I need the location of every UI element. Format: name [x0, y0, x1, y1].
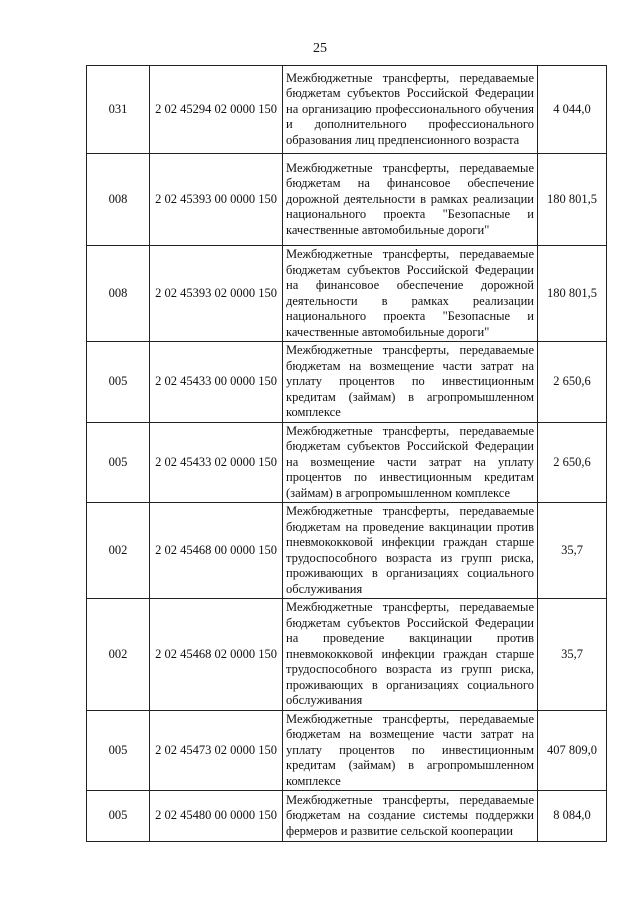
table-row — [87, 422, 607, 503]
description-cell: Межбюджетные трансферты, передаваемые бюджетам субъектов Российской Федерации на организацию профессионального обучения и дополнительного профессионального образования лиц предпенсионного возраста — [283, 66, 538, 154]
admin-code-cell: 008 — [87, 154, 150, 246]
amount-cell: 35,7 — [538, 599, 607, 711]
description-cell: Межбюджетные трансферты, передаваемые бюджетам на возмещение части затрат на уплату процентов по инвестиционным кредитам (займам) в агропромышленном комплексе — [283, 342, 538, 423]
budget-classification-code-cell: 2 02 45433 02 0000 150 — [150, 422, 283, 503]
description-cell: Межбюджетные трансферты, передаваемые бюджетам на создание системы поддержки фермеров и развитие сельской кооперации — [283, 791, 538, 842]
description-cell: Межбюджетные трансферты, передаваемые бюджетам субъектов Российской Федерации на возмещение части затрат на уплату процентов по инвестиционным кредитам (займам) в агропромышленном комплексе — [283, 422, 538, 503]
amount-cell: 2 650,6 — [538, 422, 607, 503]
amount-cell: 2 650,6 — [538, 342, 607, 423]
budget-classification-code-cell: 2 02 45468 02 0000 150 — [150, 599, 283, 711]
admin-code-cell: 002 — [87, 599, 150, 711]
budget-transfers-table — [86, 65, 607, 842]
description-cell: Межбюджетные трансферты, передаваемые бюджетам на проведение вакцинации против пневмококковой инфекции граждан старше трудоспособного возраста из групп риска, проживающих в организациях социального обслуживания — [283, 503, 538, 599]
admin-code-cell: 005 — [87, 422, 150, 503]
admin-code-cell: 005 — [87, 342, 150, 423]
admin-code-cell: 005 — [87, 710, 150, 791]
table-row — [87, 503, 607, 599]
description-cell: Межбюджетные трансферты, передаваемые бюджетам субъектов Российской Федерации на финансовое обеспечение дорожной деятельности в рамках реализации национального проекта "Безопасные и качественные автомобильные дороги" — [283, 246, 538, 342]
description-cell: Межбюджетные трансферты, передаваемые бюджетам на финансовое обеспечение дорожной деятельности в рамках реализации национального проекта "Безопасные и качественные автомобильные дороги" — [283, 154, 538, 246]
amount-cell: 180 801,5 — [538, 246, 607, 342]
table-row — [87, 66, 607, 154]
budget-classification-code-cell: 2 02 45473 02 0000 150 — [150, 710, 283, 791]
amount-cell: 35,7 — [538, 503, 607, 599]
budget-classification-code-cell: 2 02 45294 02 0000 150 — [150, 66, 283, 154]
description-cell: Межбюджетные трансферты, передаваемые бюджетам субъектов Российской Федерации на проведение вакцинации против пневмококковой инфекции граждан старше трудоспособного возраста из групп риска, проживающих в организациях социального обслуживания — [283, 599, 538, 711]
table-row — [87, 599, 607, 711]
budget-classification-code-cell: 2 02 45433 00 0000 150 — [150, 342, 283, 423]
admin-code-cell: 031 — [87, 66, 150, 154]
admin-code-cell: 008 — [87, 246, 150, 342]
amount-cell: 8 084,0 — [538, 791, 607, 842]
admin-code-cell: 005 — [87, 791, 150, 842]
budget-classification-code-cell: 2 02 45393 02 0000 150 — [150, 246, 283, 342]
description-cell: Межбюджетные трансферты, передаваемые бюджетам на возмещение части затрат на уплату процентов по инвестиционным кредитам (займам) в агропромышленном комплексе — [283, 710, 538, 791]
table-row — [87, 710, 607, 791]
amount-cell: 407 809,0 — [538, 710, 607, 791]
amount-cell: 180 801,5 — [538, 154, 607, 246]
budget-classification-code-cell: 2 02 45468 00 0000 150 — [150, 503, 283, 599]
page-number: 25 — [313, 41, 327, 56]
admin-code-cell: 002 — [87, 503, 150, 599]
table-row — [87, 246, 607, 342]
table-row — [87, 342, 607, 423]
budget-classification-code-cell: 2 02 45480 00 0000 150 — [150, 791, 283, 842]
amount-cell: 4 044,0 — [538, 66, 607, 154]
table-row — [87, 791, 607, 842]
table-row — [87, 154, 607, 246]
budget-classification-code-cell: 2 02 45393 00 0000 150 — [150, 154, 283, 246]
